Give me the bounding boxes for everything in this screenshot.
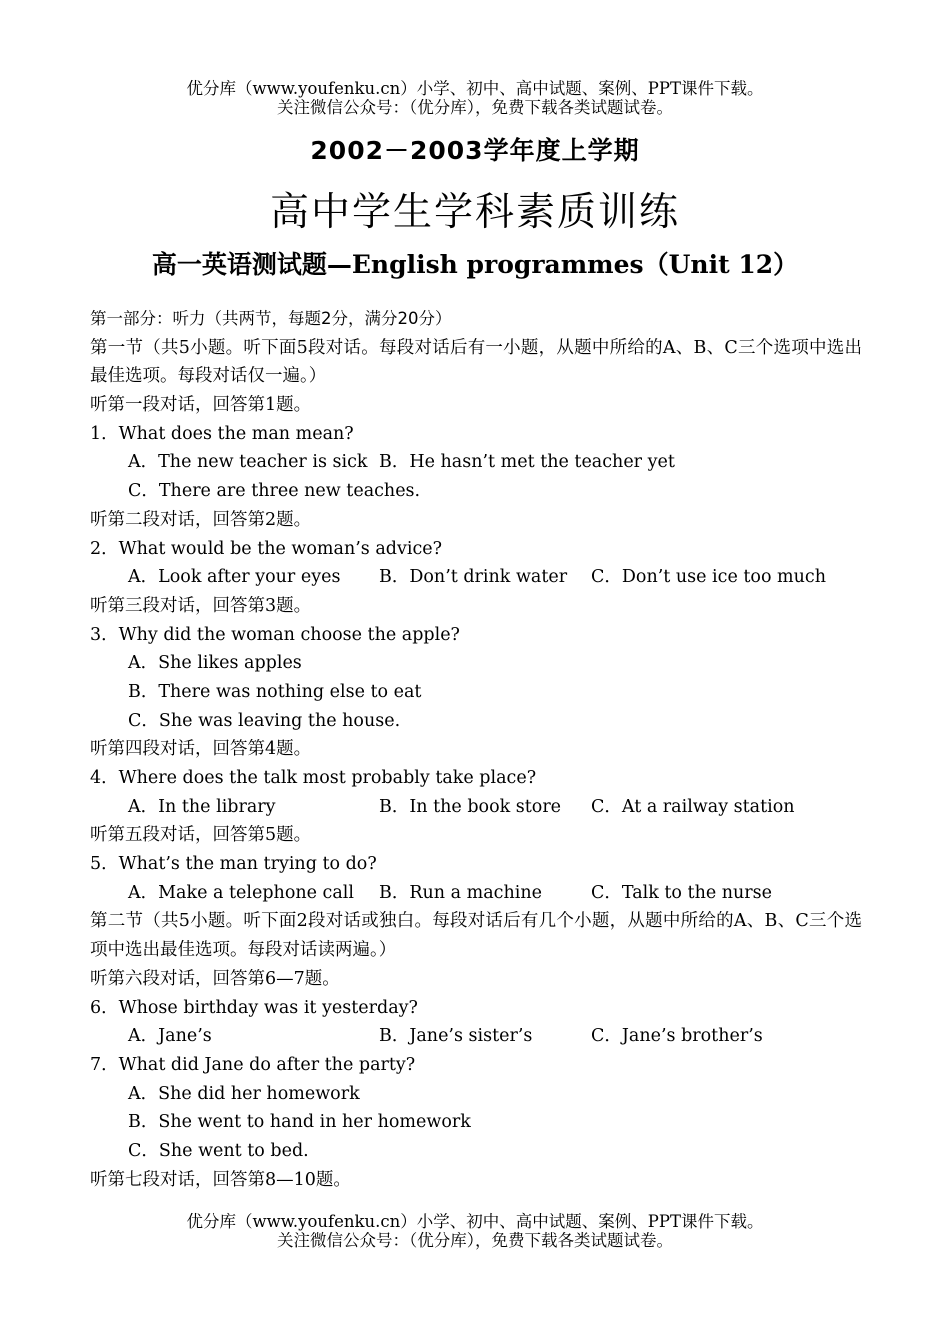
- footer-line-1: 优分库（www.youfenku.cn）小学、初中、高中试题、案例、PPT课件下载。: [186, 1212, 764, 1231]
- question-3-option-b-row: [90, 678, 862, 707]
- question-5-stem: 5．What’s the man trying to do?: [90, 854, 377, 875]
- section1-intro: 第一节（共5小题。听下面5段对话。每段对话后有一小题，从题中所给的A、B、C三个选项中选出最佳选项。每段对话仅一遍。）: [90, 337, 862, 387]
- test-subtitle: 高一英语测试题—English programmes（Unit 12）: [151, 250, 799, 279]
- dialogue-1-instruction: 听第一段对话，回答第1题。: [90, 395, 312, 416]
- main-title: 高中学生学科素质训练: [269, 190, 680, 235]
- question-3-option-c-row: [90, 707, 862, 736]
- footer-line-2: 关注微信公众号：（优分库），免费下载各类试题试卷。: [277, 1231, 673, 1250]
- q1-option-a: A．The new teacher is sick: [128, 452, 368, 473]
- question-2-stem: 2．What would be the woman’s advice?: [90, 538, 442, 559]
- question-7-option-b-row: [90, 1108, 862, 1137]
- q5-option-b: B．Run a machine: [379, 882, 542, 903]
- q6-option-b: B．Jane’s sister’s: [379, 1026, 533, 1047]
- q3-option-a: A．She likes apples: [128, 653, 302, 674]
- question-6-stem: 6．Whose birthday was it yesterday?: [90, 997, 418, 1018]
- question-4-stem: 4．Where does the talk most probably take place?: [90, 768, 537, 789]
- q7-option-c: C．She went to bed.: [128, 1141, 309, 1161]
- q5-option-a: A．Make a telephone call: [128, 882, 354, 903]
- q2-option-a: A．Look after your eyes: [128, 567, 341, 588]
- q7-option-b: B．She went to hand in her homework: [128, 1112, 471, 1133]
- q2-option-b: B．Don’t drink water: [379, 567, 568, 588]
- q7-option-a: A．She did her homework: [128, 1083, 360, 1104]
- q4-option-a: A．In the library: [128, 796, 276, 817]
- dialogue-3-instruction: 听第三段对话，回答第3题。: [90, 595, 312, 616]
- question-6-options: [90, 1022, 862, 1051]
- section2-intro: 第二节（共5小题。听下面2段对话或独白。每段对话后有几个小题，从题中所给的A、B、C三个选项中选出最佳选项。每段对话读两遍。）: [90, 911, 862, 961]
- page-header: [0, 79, 950, 117]
- dialogue-6-instruction: 听第六段对话，回答第6—7题。: [90, 968, 340, 989]
- question-1-stem: 1．What does the man mean?: [90, 423, 354, 444]
- exam-content: [90, 305, 862, 1194]
- q3-option-b: B．There was nothing else to eat: [128, 681, 422, 702]
- dialogue-2-instruction: 听第二段对话，回答第2题。: [90, 509, 312, 530]
- dialogue-5-instruction: 听第五段对话，回答第5题。: [90, 825, 312, 846]
- header-line-2: 关注微信公众号：（优分库），免费下载各类试题试卷。: [277, 98, 673, 117]
- question-7-stem: 7．What did Jane do after the party?: [90, 1054, 416, 1075]
- question-2-options: [90, 563, 862, 592]
- question-1-options-row-1: [90, 448, 862, 477]
- dialogue-7-instruction: 听第七段对话，回答第8—10题。: [90, 1169, 351, 1190]
- question-3-stem: 3．Why did the woman choose the apple?: [90, 624, 460, 645]
- q6-option-a: A．Jane’s: [128, 1026, 212, 1047]
- q6-option-c: C．Jane’s brother’s: [591, 1026, 763, 1047]
- question-7-option-a-row: [90, 1080, 862, 1109]
- school-year-title: 2002－2003学年度上学期: [310, 136, 640, 165]
- q4-option-c: C．At a railway station: [591, 796, 795, 817]
- question-5-options: [90, 879, 862, 908]
- question-7-option-c-row: [90, 1137, 862, 1166]
- q3-option-c: C．She was leaving the house.: [128, 710, 401, 731]
- part1-heading: 第一部分：听力（共两节，每题2分，满分20分）: [90, 309, 452, 328]
- q2-option-c: C．Don’t use ice too much: [591, 567, 826, 588]
- dialogue-4-instruction: 听第四段对话，回答第4题。: [90, 739, 312, 760]
- question-4-options: [90, 793, 862, 822]
- q4-option-b: B．In the book store: [379, 796, 562, 817]
- q5-option-c: C．Talk to the nurse: [591, 882, 772, 903]
- question-3-option-a-row: [90, 649, 862, 678]
- question-1-options-row-2: [90, 477, 862, 506]
- q1-option-b: B．He hasn’t met the teacher yet: [379, 452, 675, 473]
- page-footer: [0, 1212, 950, 1250]
- header-line-1: 优分库（www.youfenku.cn）小学、初中、高中试题、案例、PPT课件下载。: [186, 79, 764, 98]
- q1-option-c: C．There are three new teaches.: [128, 481, 421, 502]
